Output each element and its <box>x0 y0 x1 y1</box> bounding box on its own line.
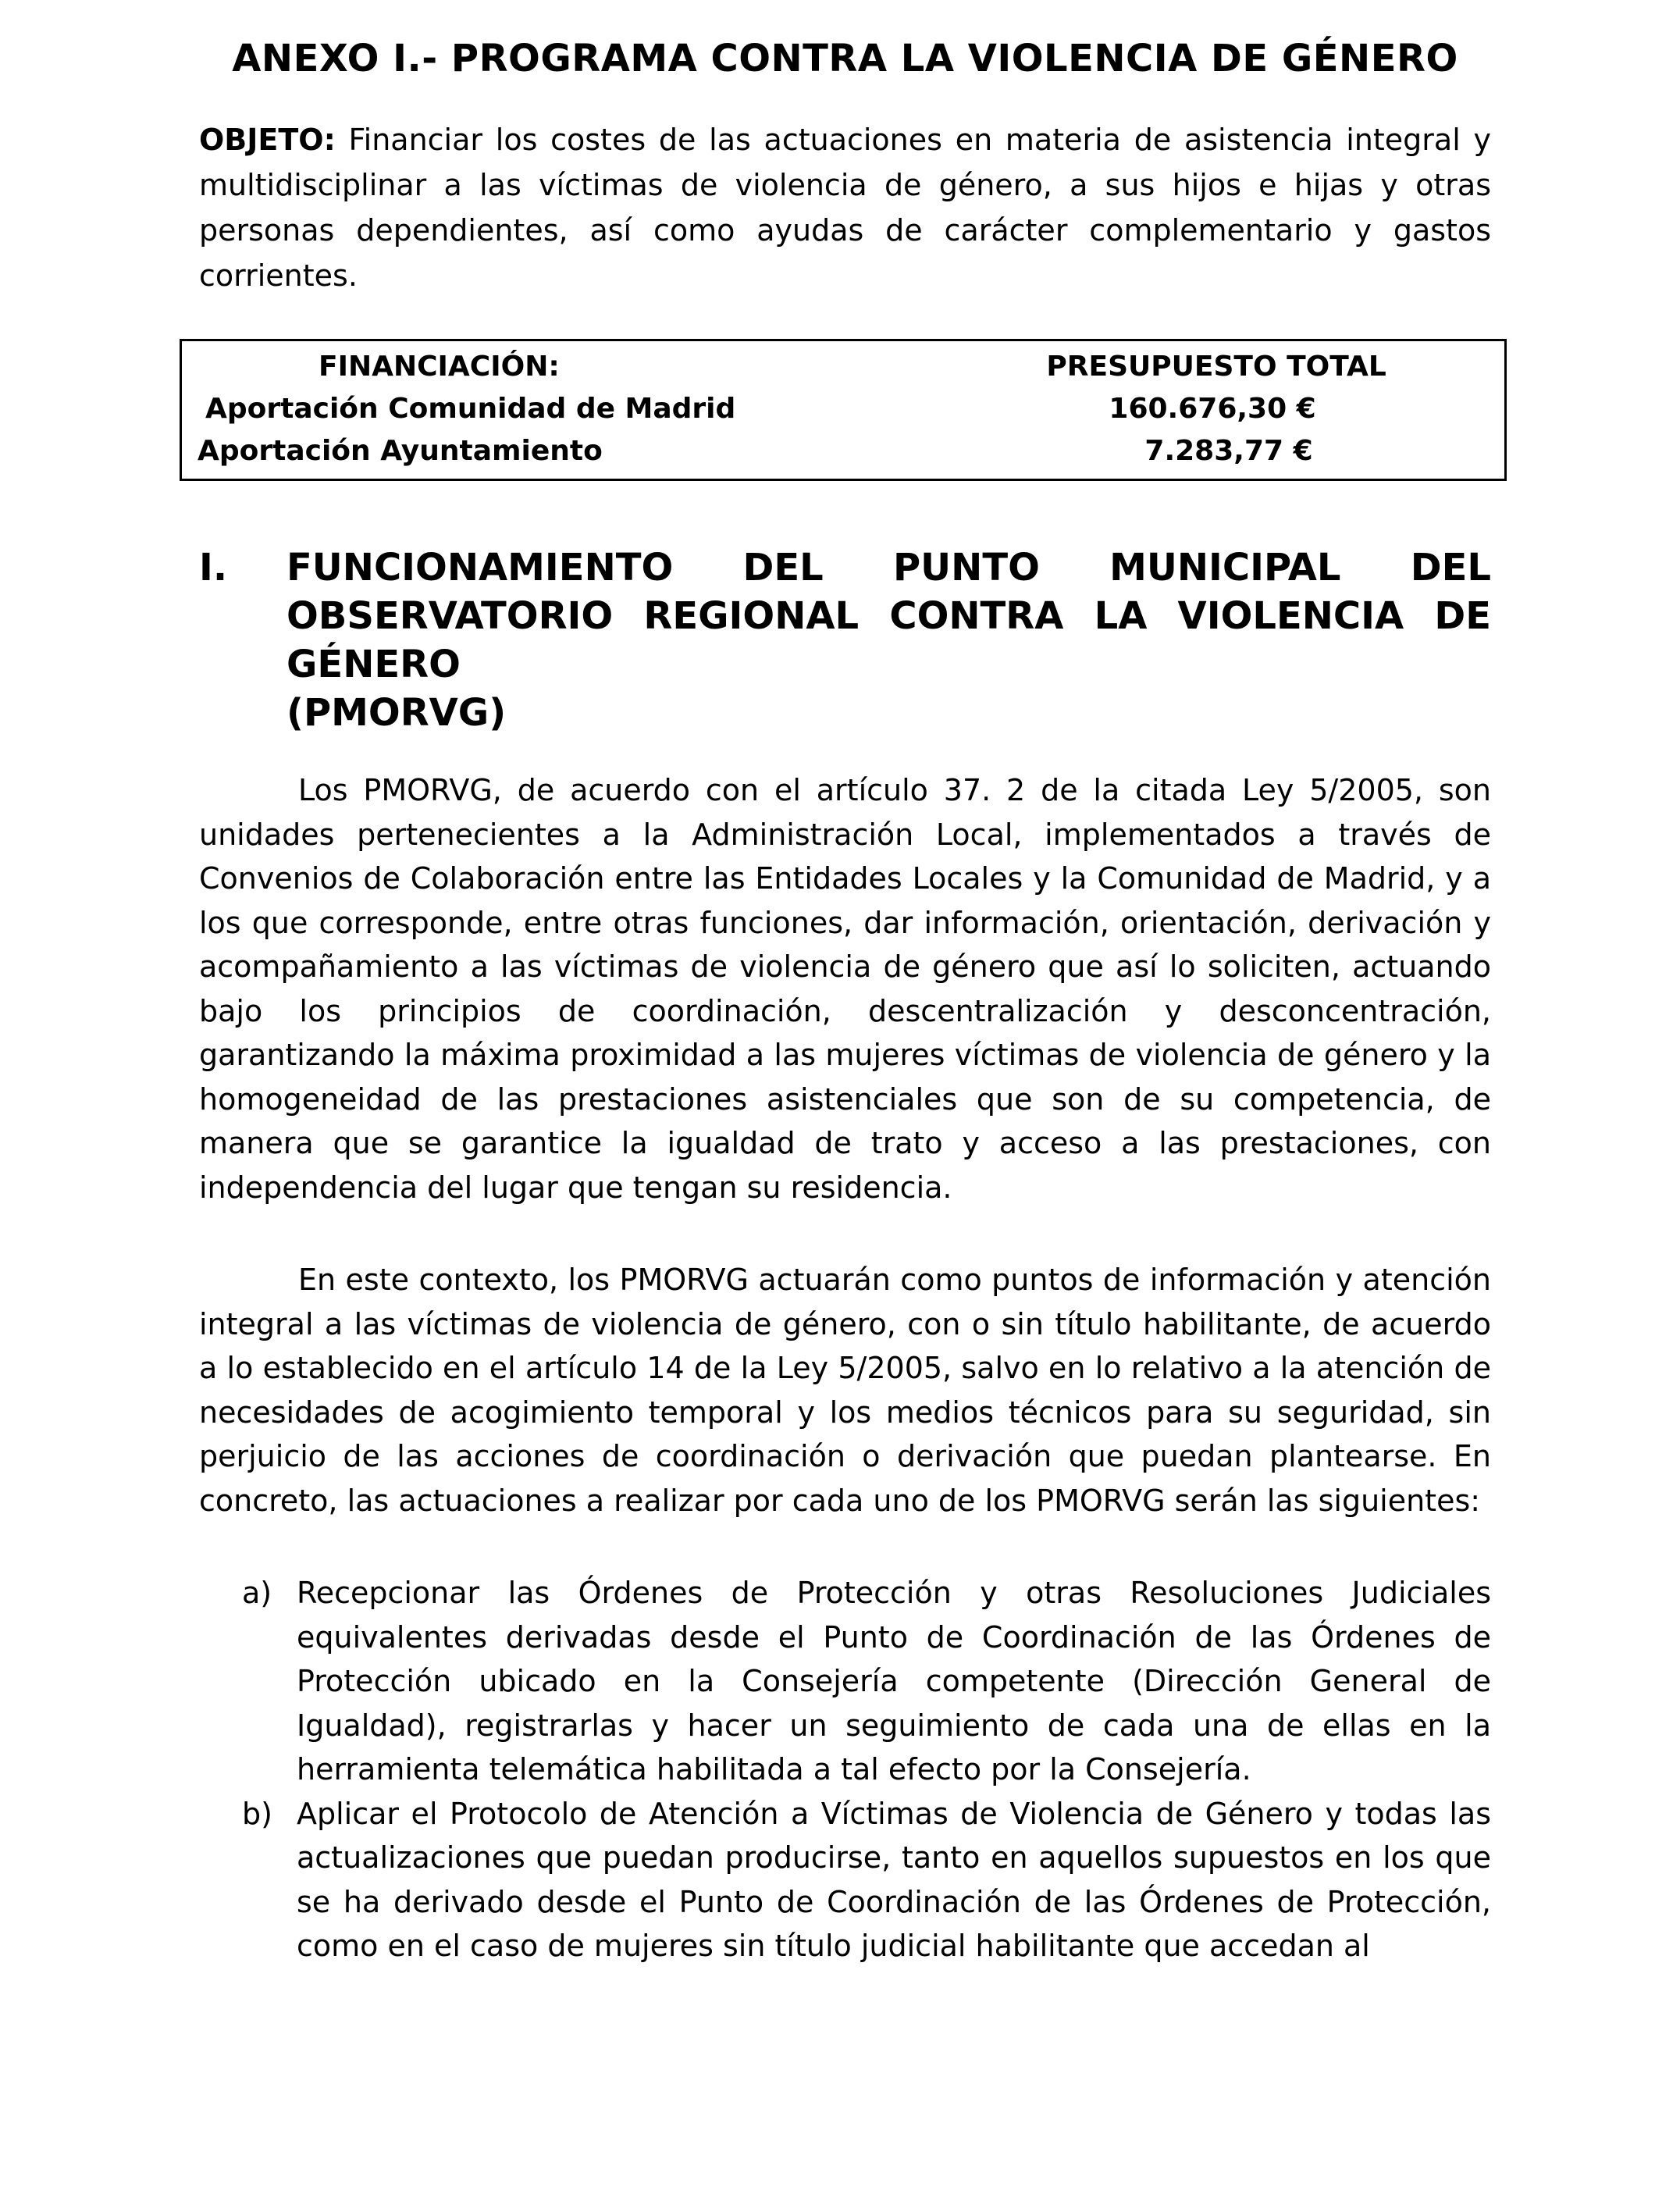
section-heading-text <box>287 543 1491 737</box>
row-amount: 160.676,30 € <box>1109 393 1316 425</box>
section-number: I. <box>199 546 228 590</box>
row-label: Aportación Ayuntamiento <box>198 435 603 467</box>
table-row <box>181 388 1506 430</box>
section-heading-line2: OBSERVATORIO REGIONAL CONTRA LA VIOLENCIA DE GÉNERO <box>287 594 1491 686</box>
list-item-text: Recepcionar las Órdenes de Protección y otras Resoluciones Judiciales equivalentes derivadas desde el Punto de Coordinación de las Órdenes de Protección ubicado en la Consejería competente (Dirección General de Igualdad), registrarlas y hacer un seguimiento de cada una de ellas en la herramienta telemática habilitada a tal efecto por la Consejería. <box>297 1576 1491 1786</box>
financiacion-table <box>180 339 1507 481</box>
table-row <box>181 430 1506 480</box>
row-amount: 7.283,77 € <box>1144 435 1313 467</box>
table-header-row <box>181 340 1506 389</box>
section-heading <box>199 543 1491 737</box>
list-marker: b) <box>242 1796 272 1831</box>
row-label: Aportación Comunidad de Madrid <box>205 393 736 425</box>
section-heading-line1 <box>287 543 1491 592</box>
document-title: ANEXO I.- PROGRAMA CONTRA LA VIOLENCIA DE GÉNERO <box>232 37 1458 80</box>
list-item <box>199 1571 1491 1792</box>
actions-list <box>199 1571 1491 1968</box>
objeto-paragraph <box>199 117 1491 298</box>
body-paragraph-2 <box>199 1258 1491 1523</box>
heading-word: DEL <box>1410 546 1491 590</box>
objeto-text: Financiar los costes de las actuaciones en materia de asistencia integral y multidisciplinar a las víctimas de violencia de género, a sus hijos e hijas y otras personas dependientes, así como ayudas de carácter complementario y gastos corrientes. <box>199 123 1491 293</box>
presupuesto-header: PRESUPUESTO TOTAL <box>1046 351 1386 383</box>
financiacion-header: FINANCIACIÓN: <box>319 351 560 383</box>
heading-word: DEL <box>742 546 824 590</box>
heading-word: MUNICIPAL <box>1109 546 1341 590</box>
body-paragraph-1 <box>199 768 1491 1209</box>
objeto-label: OBJETO: <box>199 123 336 157</box>
paragraph-text: Los PMORVG, de acuerdo con el artículo 37. 2 de la citada Ley 5/2005, son unidades pertenecientes a la Administración Local, implementados a través de Convenios de Colaboración entre las Entidades Locales y la Comunidad de Madrid, y a los que corresponde, entre otras funciones, dar información, orientación, derivación y acompañamiento a las víctimas de violencia de género que así lo soliciten, actuando bajo los principios de coordinación, descentralización y desconcentración, garantizando la máxima proximidad a las mujeres víctimas de violencia de género y la homogeneidad de las prestaciones asistenciales que son de su competencia, de manera que se garantice la igualdad de trato y acceso a las prestaciones, con independencia del lugar que tengan su residencia. <box>199 773 1491 1205</box>
heading-word: PUNTO <box>893 546 1040 590</box>
list-item <box>199 1792 1491 1968</box>
heading-word: FUNCIONAMIENTO <box>287 546 674 590</box>
list-item-text: Aplicar el Protocolo de Atención a Víctimas de Violencia de Género y todas las actualizaciones que puedan producirse, tanto en aquellos supuestos en los que se ha derivado desde el Punto de Coordinación de las Órdenes de Protección, como en el caso de mujeres sin título judicial habilitante que accedan al <box>297 1796 1491 1963</box>
section-heading-line3: (PMORVG) <box>287 691 507 735</box>
list-marker: a) <box>242 1576 272 1610</box>
document-page <box>199 31 1491 1968</box>
paragraph-text: En este contexto, los PMORVG actuarán como puntos de información y atención integral a las víctimas de violencia de género, con o sin título habilitante, de acuerdo a lo establecido en el artículo 14 de la Ley 5/2005, salvo en lo relativo a la atención de necesidades de acogimiento temporal y los medios técnicos para su seguridad, sin perjuicio de las acciones de coordinación o derivación que puedan plantearse. En concreto, las actuaciones a realizar por cada uno de los PMORVG serán las siguientes: <box>199 1263 1491 1518</box>
